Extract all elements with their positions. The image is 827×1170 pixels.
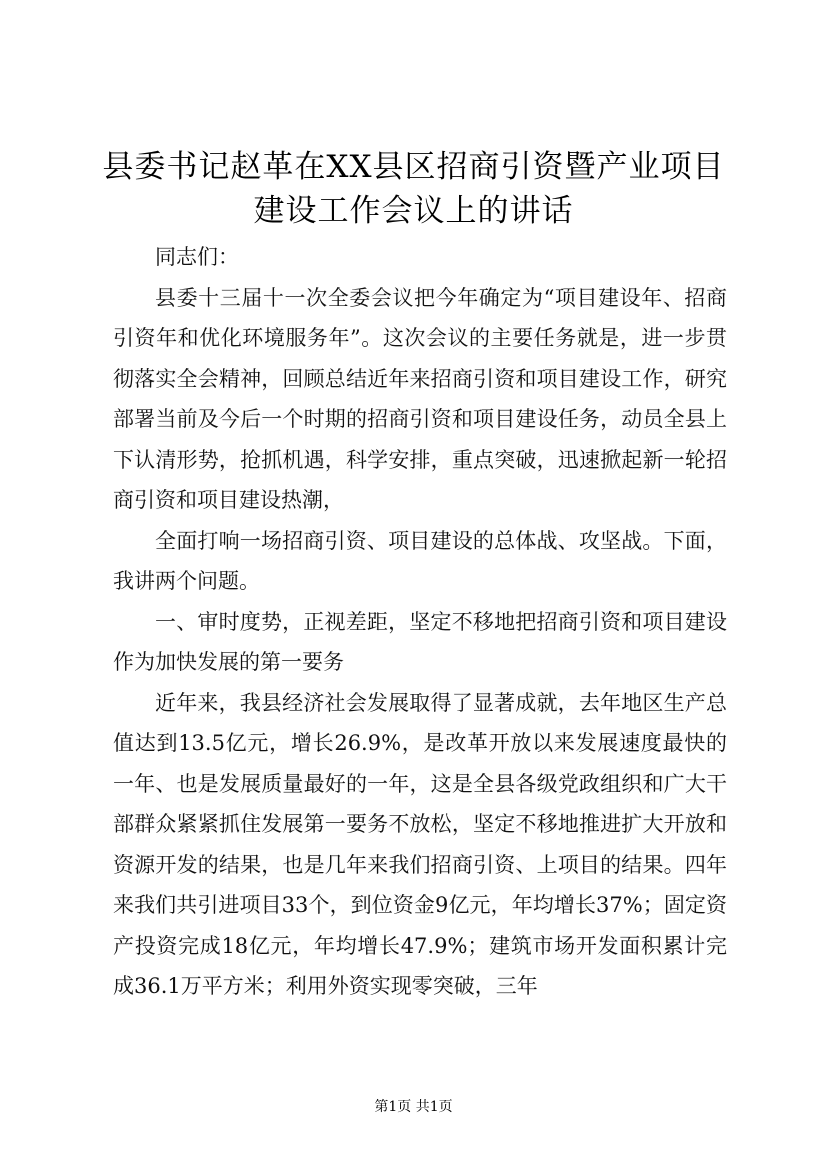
document-title-line-2: 建设工作会议上的讲话	[253, 193, 574, 229]
body-paragraph: 近年来，我县经济社会发展取得了显著成就，去年地区生产总值达到13.5亿元，增长26.9%，是改革开放以来发展速度最快的一年、也是发展质量最好的一年，这是全县各级党政组织和广大干部群众紧紧抓住发展第一要务不放松，坚定不移地推进扩大开放和资源开发的结果，也是几年来我们招商引资、上项目的结果。四年来我们共引进项目33个，到位资金9亿元，年均增长37%；固定资产投资完成18亿元，年均增长47.9%；建筑市场开发面积累计完成36.1万平方米；利用外资实现零突破，三年	[113, 690, 727, 998]
section-heading-paragraph: 一、审时度势，正视差距，坚定不移地把招商引资和项目建设作为加快发展的第一要务	[113, 609, 727, 674]
document-body	[113, 237, 727, 1007]
body-paragraph: 县委十三届十一次全委会议把今年确定为“项目建设年、招商引资年和优化环境服务年”。这次会议的主要任务就是，进一步贯彻落实全会精神，回顾总结近年来招商引资和项目建设工作，研究部署当前及今后一个时期的招商引资和项目建设任务，动员全县上下认清形势，抢抓机遇，科学安排，重点突破，迅速掀起新一轮招商引资和项目建设热潮，	[113, 285, 727, 512]
document-title-line-1: 县委书记赵革在XX县区招商引资暨产业项目	[102, 149, 725, 185]
page-number-footer: 第1页 共1页	[374, 1099, 453, 1115]
salutation-paragraph: 同志们：	[155, 245, 239, 269]
body-paragraph: 全面打响一场招商引资、项目建设的总体战、攻坚战。下面，我讲两个问题。	[113, 528, 727, 593]
